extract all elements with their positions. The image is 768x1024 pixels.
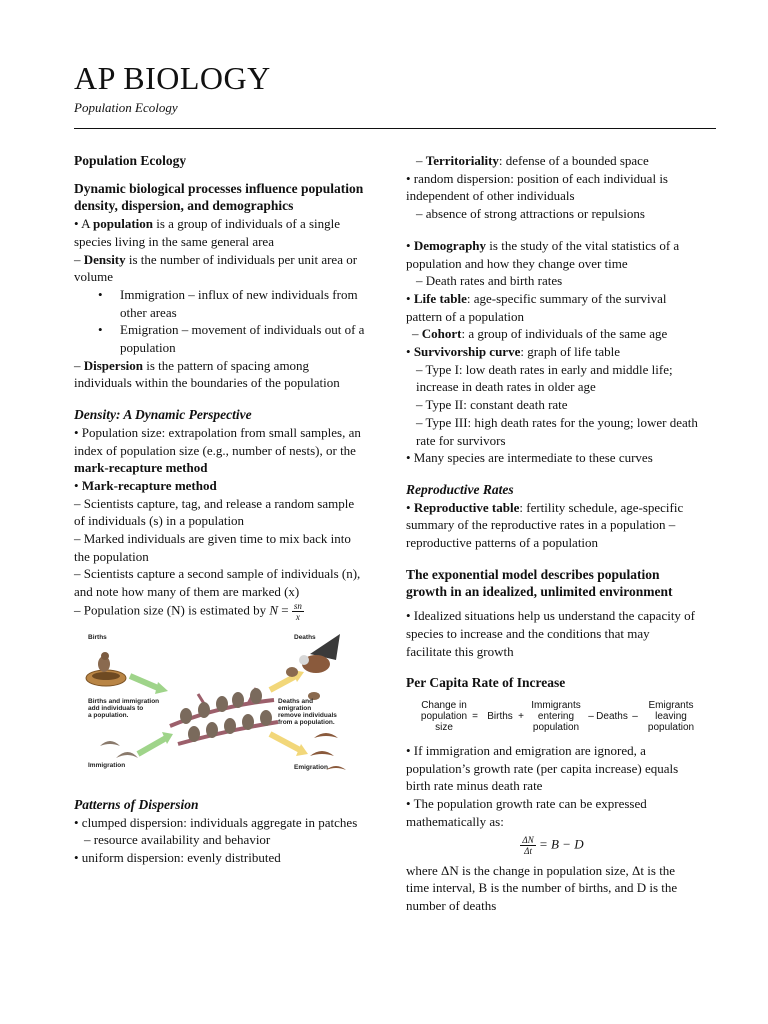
equation-term-change: Change in population size xyxy=(420,699,468,733)
population-dynamics-figure xyxy=(78,634,348,784)
paragraph: – Marked individuals are given time to mix back into the population xyxy=(74,531,351,564)
paragraph: – Dispersion is the pattern of spacing among individuals within the boundaries of the population xyxy=(74,357,340,391)
paragraph: – Death rates and birth rates xyxy=(416,273,563,289)
paragraph: • Mark-recapture method xyxy=(74,477,217,493)
formula-fraction: $\frac{\Delta N}{\Delta t}$ xyxy=(522,834,534,856)
subsection-heading: Density: A Dynamic Perspective xyxy=(74,407,252,423)
paragraph: • Demography is the study of the vital statistics of a population and how they change over time xyxy=(406,237,680,271)
equation-term-emigrants: Emigrants leaving population xyxy=(647,699,695,733)
header-rule xyxy=(74,128,716,129)
subsection-heading: Patterns of Dispersion xyxy=(74,796,199,812)
section-heading: Population Ecology xyxy=(74,153,187,168)
figure-label-births: Births xyxy=(88,633,107,641)
subsection-heading: Per Capita Rate of Increase xyxy=(406,675,566,691)
paragraph: • Reproductive table: fertility schedule, age-specific summary of the reproductive rates in a population – reproductive patterns of a population xyxy=(406,499,684,551)
paragraph: • clumped dispersion: individuals aggregate in patches xyxy=(74,814,358,830)
paragraph: • Population size: extrapolation from small samples, an index of population size (e.g., number of nests), or the mark-recapture method xyxy=(74,424,361,476)
paragraph: • Many species are intermediate to these curves xyxy=(406,450,653,466)
paragraph: – Density is the number of individuals per unit area or volume xyxy=(74,251,358,285)
list-item: • Emigration – movement of individuals out of a population xyxy=(120,321,366,356)
paragraph: – Type II: constant death rate xyxy=(416,397,568,413)
list-item: • Immigration – influx of new individuals from other areas xyxy=(120,286,366,321)
right-column xyxy=(406,152,698,915)
paragraph: – Scientists capture, tag, and release a random sample of individuals (s) in a population xyxy=(74,495,355,529)
figure-caption-deaths-emigration: Deaths and emigration remove individuals from a population. xyxy=(278,697,337,726)
figure-label-immigration: Immigration xyxy=(88,761,126,769)
equation-term-births: Births xyxy=(487,710,513,722)
left-column xyxy=(74,152,366,867)
per-capita-equation: Change in population size = Births + Immigrants entering population – Deaths – Emigrants leaving population xyxy=(416,698,698,738)
equation-term-immigrants: Immigrants entering population xyxy=(531,699,581,733)
page-subtitle: Population Ecology xyxy=(74,100,178,115)
paragraph: – Scientists capture a second sample of individuals (n), and note how many of them are marked (x) xyxy=(74,566,361,600)
figure-caption-births-immigration: Births and immigration add individuals to a population. xyxy=(88,697,160,719)
subsection-heading: Reproductive Rates xyxy=(406,481,514,497)
paragraph: – Territoriality: defense of a bounded space xyxy=(416,153,649,168)
paragraph: where ΔN is the change in population size, Δt is the time interval, B is the number of births, and D is the number of deaths xyxy=(406,862,678,913)
figure-label-deaths: Deaths xyxy=(294,633,316,641)
paragraph: • Idealized situations help us understand the capacity of species to increase and the conditions that may facilitate this growth xyxy=(406,608,696,659)
paragraph: – Type III: high death rates for the young; lower death rate for survivors xyxy=(416,414,698,448)
paragraph: • uniform dispersion: evenly distributed xyxy=(74,849,281,865)
paragraph: – Population size (N) is estimated by N = $\frac{sn}{x}$ xyxy=(74,600,302,622)
paragraph: – resource availability and behavior xyxy=(84,832,271,848)
page-header xyxy=(74,58,716,116)
paragraph: • Survivorship curve: graph of life table xyxy=(406,344,620,360)
paragraph: • If immigration and emigration are ignored, a population’s growth rate (per capita increase) equals birth rate minus death rate xyxy=(406,742,679,794)
subsection-heading: Dynamic biological processes influence population density, dispersion, and demographics xyxy=(74,180,364,214)
equation-term-deaths: Deaths xyxy=(596,710,628,722)
paragraph: • The population growth rate can be expressed mathematically as: xyxy=(406,796,647,829)
figure-label-emigration: Emigration xyxy=(294,763,328,771)
formula-fraction: $\frac{sn}{x}$ xyxy=(293,600,302,622)
paragraph: • A population is a group of individuals of a single species living in the same general area xyxy=(74,216,341,249)
paragraph: – Type I: low death rates in early and middle life; increase in death rates in older age xyxy=(416,361,673,395)
paragraph: – Cohort: a group of individuals of the same age xyxy=(412,326,668,342)
growth-rate-equation: $\frac{\Delta N}{\Delta t}$ = B − D xyxy=(522,834,584,856)
paragraph: – absence of strong attractions or repulsions xyxy=(416,206,645,222)
paragraph: • Life table: age-specific summary of the survival pattern of a population xyxy=(406,290,667,324)
bullet-list xyxy=(74,286,366,357)
page-title: AP BIOLOGY xyxy=(74,60,271,96)
subsection-heading: The exponential model describes population growth in an idealized, unlimited environment xyxy=(406,566,673,600)
paragraph: • random dispersion: position of each individual is independent of other individuals xyxy=(406,170,668,204)
